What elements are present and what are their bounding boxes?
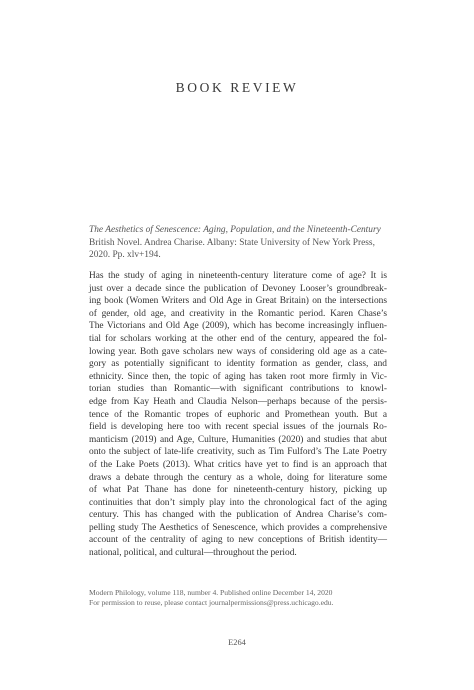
body-line: just over a decade since the publication of Devoney Looser’s groundbreak- <box>89 283 387 294</box>
body-line: tence of the Romantic tropes of euphoric and Promethean youth. But a <box>89 409 387 420</box>
body-line: torian studies than Romantic—with significant contributions to knowl- <box>89 384 387 395</box>
book-title: The Aesthetics of Senescence: Aging, Population, and the Nineteenth-Century <box>89 225 381 235</box>
book-citation <box>89 224 387 262</box>
body-line: ing book (Women Writers and Old Age in Great Britain) on the intersections <box>89 296 387 307</box>
body-line: gory as potentially significant to identity formation as gender, class, and <box>89 359 387 370</box>
body-line: century. This has changed with the publication of Andrea Charise’s com- <box>89 510 387 521</box>
body-line: edge from Kay Heath and Claudia Nelson—perhaps because of the persis- <box>89 396 387 407</box>
body-line: field is developing here too with recent special issues of the journals Ro- <box>89 422 387 433</box>
citation-line-1 <box>89 224 387 237</box>
permissions-info: For permission to reuse, please contact journalpermissions@press.uchicago.edu. <box>89 598 334 608</box>
body-line: of what Pat Thane has done for nineteenth-century history, picking up <box>89 485 387 496</box>
body-line: draws a debate through the century as a whole, doing for literature some <box>89 472 387 483</box>
body-line: The Victorians and Old Age (2009), which has become increasingly influen- <box>89 321 387 332</box>
page-number: E264 <box>228 638 246 647</box>
publication-footer <box>89 588 387 608</box>
body-line: account of the centrality of aging to new conceptions of British identity— <box>89 535 387 546</box>
citation-line-2: British Novel. Andrea Charise. Albany: State University of New York Press, <box>89 237 375 248</box>
body-line: of the Lake Poets (2013). What critics have yet to find is an approach that <box>89 459 387 470</box>
body-line: of gender, old age, and creativity in the Romantic period. Karen Chase’s <box>89 308 387 319</box>
body-line: tial for scholars working at the other end of the century, appeared the fol- <box>89 333 387 344</box>
journal-info: Modern Philology, volume 118, number 4. Published online December 14, 2020 <box>89 588 333 597</box>
body-line: continuities that don’t simply play into the chronological fact of the aging <box>89 497 387 508</box>
body-line: ethnicity. Since then, the topic of aging has taken root more firmly in Vic- <box>89 371 387 382</box>
review-body <box>89 270 387 560</box>
body-line: onto the subject of late-life creativity, such as Tim Fulford’s The Late Poetry <box>89 447 387 458</box>
body-line: national, political, and cultural—throughout the period. <box>89 548 297 559</box>
body-line: pelling study The Aesthetics of Senescence, which provides a comprehensive <box>89 522 387 533</box>
body-line: lowing year. Both gave scholars new ways of considering old age as a cate- <box>89 346 387 357</box>
body-line: Has the study of aging in nineteenth-century literature come of age? It is <box>89 271 387 281</box>
body-line: manticism (2019) and Age, Culture, Humanities (2020) and studies that abut <box>89 434 387 445</box>
citation-line-3: 2020. Pp. xlv+194. <box>89 250 161 261</box>
page-title: BOOK REVIEW <box>175 80 299 95</box>
